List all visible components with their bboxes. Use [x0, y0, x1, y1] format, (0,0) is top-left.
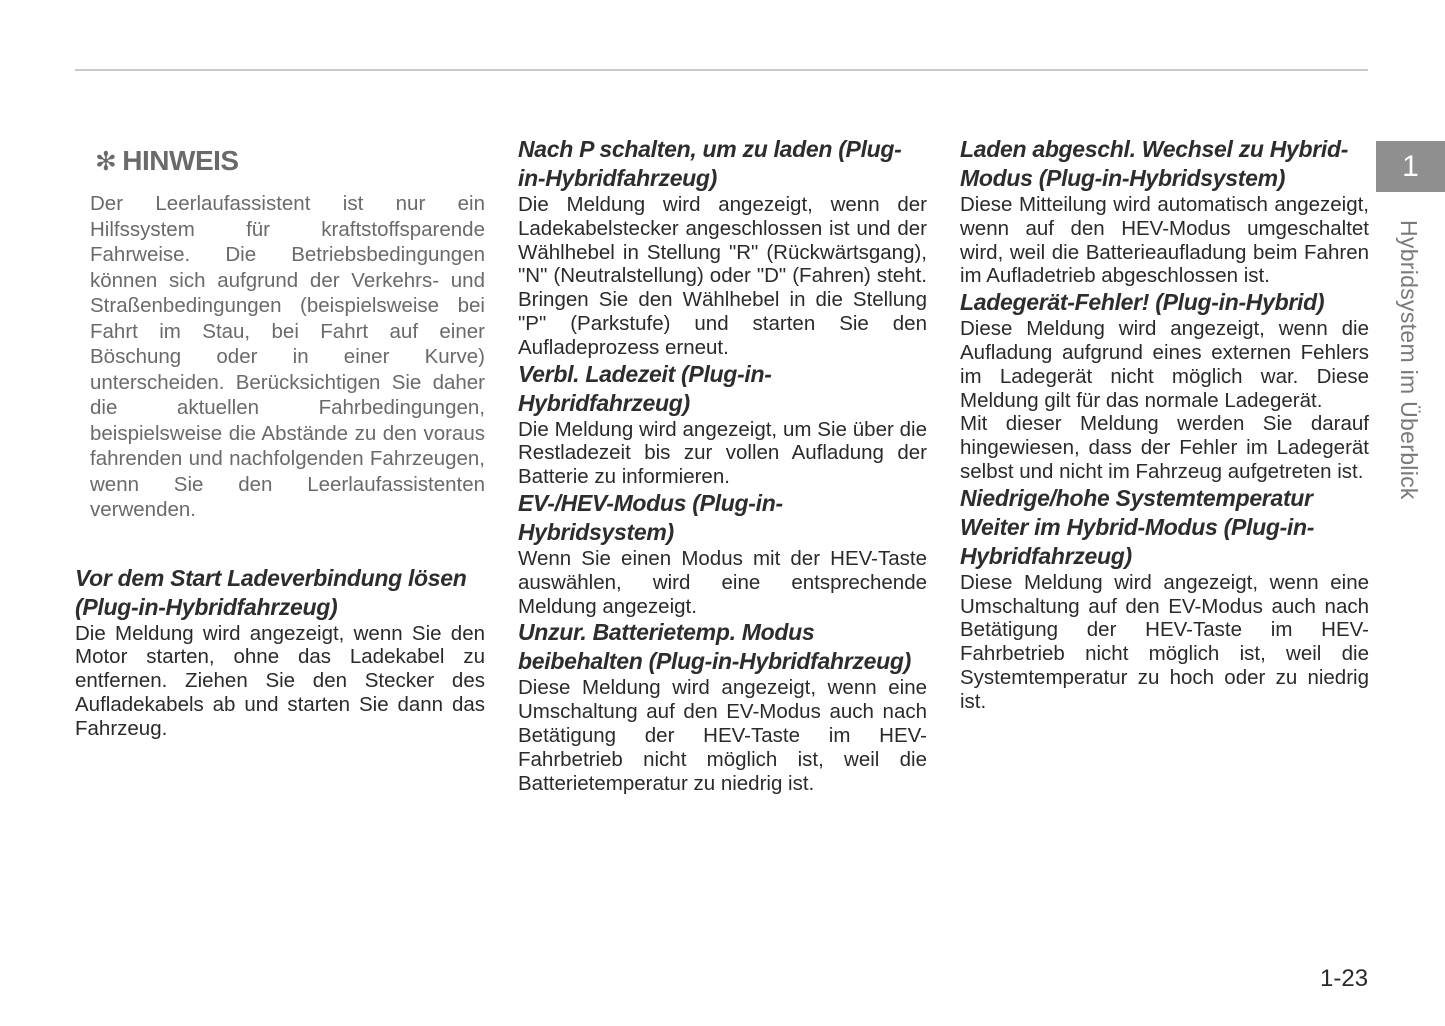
chapter-number-tab: 1 [1376, 141, 1445, 192]
section-body: Diese Meldung wird angezeigt, wenn die Aufladung aufgrund eines externen Fehlers im Ladegerät nicht möglich war. Diese Meldung gilt für das normale Ladegerät. [960, 317, 1369, 412]
section-laden-abgeschl [960, 135, 1369, 288]
section-ladegeraet-fehler [960, 288, 1369, 484]
section-body: Die Meldung wird angezeigt, wenn der Ladekabelstecker angeschlossen ist und der Wählhebel in Stellung "R" (Rückwärtsgang), "N" (Neutralstellung) oder "D" (Fahren) steht. Bringen Sie den Wählhebel in die Stellung "P" (Parkstufe) und starten Sie den Aufladeprozess erneut. [518, 193, 927, 359]
section-body: Die Meldung wird angezeigt, wenn Sie den Motor starten, ohne das Ladekabel zu entfernen. Ziehen Sie den Stecker des Aufladekabels ab und starten Sie dann das Fahrzeug. [75, 621, 485, 740]
note-title-text: HINWEIS [122, 145, 239, 176]
note-title [95, 145, 485, 177]
section-heading: Verbl. Ladezeit (Plug-in-Hybridfahrzeug) [518, 360, 772, 416]
section-unzur-batterietemp [518, 618, 927, 795]
column-middle [518, 135, 927, 795]
note-box [75, 145, 485, 523]
section-heading: Ladegerät-Fehler! (Plug-in-Hybrid) [960, 289, 1325, 316]
page-number: 1-23 [1320, 965, 1369, 992]
section-body: Diese Mitteilung wird automatisch angezeigt, wenn auf den HEV-Modus umgeschaltet wird, weil die Batterieaufladung beim Fahren im Aufladetrieb abgeschlossen ist. [960, 193, 1369, 288]
section-heading: Unzur. Batterietemp. Modus beibehalten (Plug-in-Hybridfahrzeug) [518, 619, 911, 675]
section-body: Diese Meldung wird angezeigt, wenn eine Umschaltung auf den EV-Modus auch nach Betätigung der HEV-Taste im HEV-Fahrbetrieb nicht möglich ist, weil die Systemtemperatur zu hoch oder zu niedrig ist. [960, 570, 1369, 713]
section-body: Die Meldung wird angezeigt, um Sie über die Restladezeit bis zur vollen Aufladung der Batterie zu informieren. [518, 417, 927, 489]
section-body-continued: Mit dieser Meldung werden Sie darauf hingewiesen, dass der Fehler im Ladegerät selbst und nicht im Fahrzeug aufgetreten ist. [960, 412, 1369, 483]
note-body: Der Leerlaufassistent ist nur ein Hilfssystem für kraftstoffsparende Fahrweise. Die Betriebsbedingungen können sich aufgrund der Verkehrs- und Straßenbedingungen (beispielsweise bei Fahrt im Stau, bei Fahrt auf einer Böschung oder in einer Kurve) unterscheiden. Berücksichtigen Sie daher die aktuellen Fahrbedingungen, beispielsweise die Abstände zu den voraus fahrenden und nachfolgenden Fahrzeugen, wenn Sie den Leerlaufassistenten verwenden. [90, 192, 485, 521]
column-left [75, 135, 485, 740]
section-heading: Nach P schalten, um zu laden (Plug-in-Hybridfahrzeug) [518, 136, 902, 191]
section-systemtemperatur [960, 484, 1369, 714]
top-rule [75, 69, 1368, 71]
section-heading: Niedrige/hohe Systemtemperatur Weiter im Hybrid-Modus (Plug-in-Hybridfahrzeug) [960, 484, 1315, 569]
asterisk-icon: ✻ [95, 145, 117, 176]
section-verbl-ladezeit [518, 360, 927, 489]
section-body: Wenn Sie einen Modus mit der HEV-Taste auswählen, wird eine entsprechende Meldung angezeigt. [518, 546, 927, 618]
section-ev-hev-modus [518, 489, 927, 618]
chapter-title: Hybridsystem im Überblick [1396, 220, 1422, 500]
section-heading: Vor dem Start Ladeverbindung lösen (Plug-in-Hybridfahrzeug) [75, 564, 467, 620]
column-right [960, 135, 1369, 714]
section-ladeverbindung [75, 564, 485, 741]
section-body: Diese Meldung wird angezeigt, wenn eine Umschaltung auf den EV-Modus auch nach Betätigung der HEV-Taste im HEV-Fahrbetrieb nicht möglich ist, weil die Batterietemperatur zu niedrig ist. [518, 676, 927, 795]
section-nach-p-schalten [518, 135, 927, 360]
section-heading: Laden abgeschl. Wechsel zu Hybrid-Modus (Plug-in-Hybridsystem) [960, 136, 1349, 191]
section-heading: EV-/HEV-Modus (Plug-in-Hybridsystem) [518, 489, 783, 545]
